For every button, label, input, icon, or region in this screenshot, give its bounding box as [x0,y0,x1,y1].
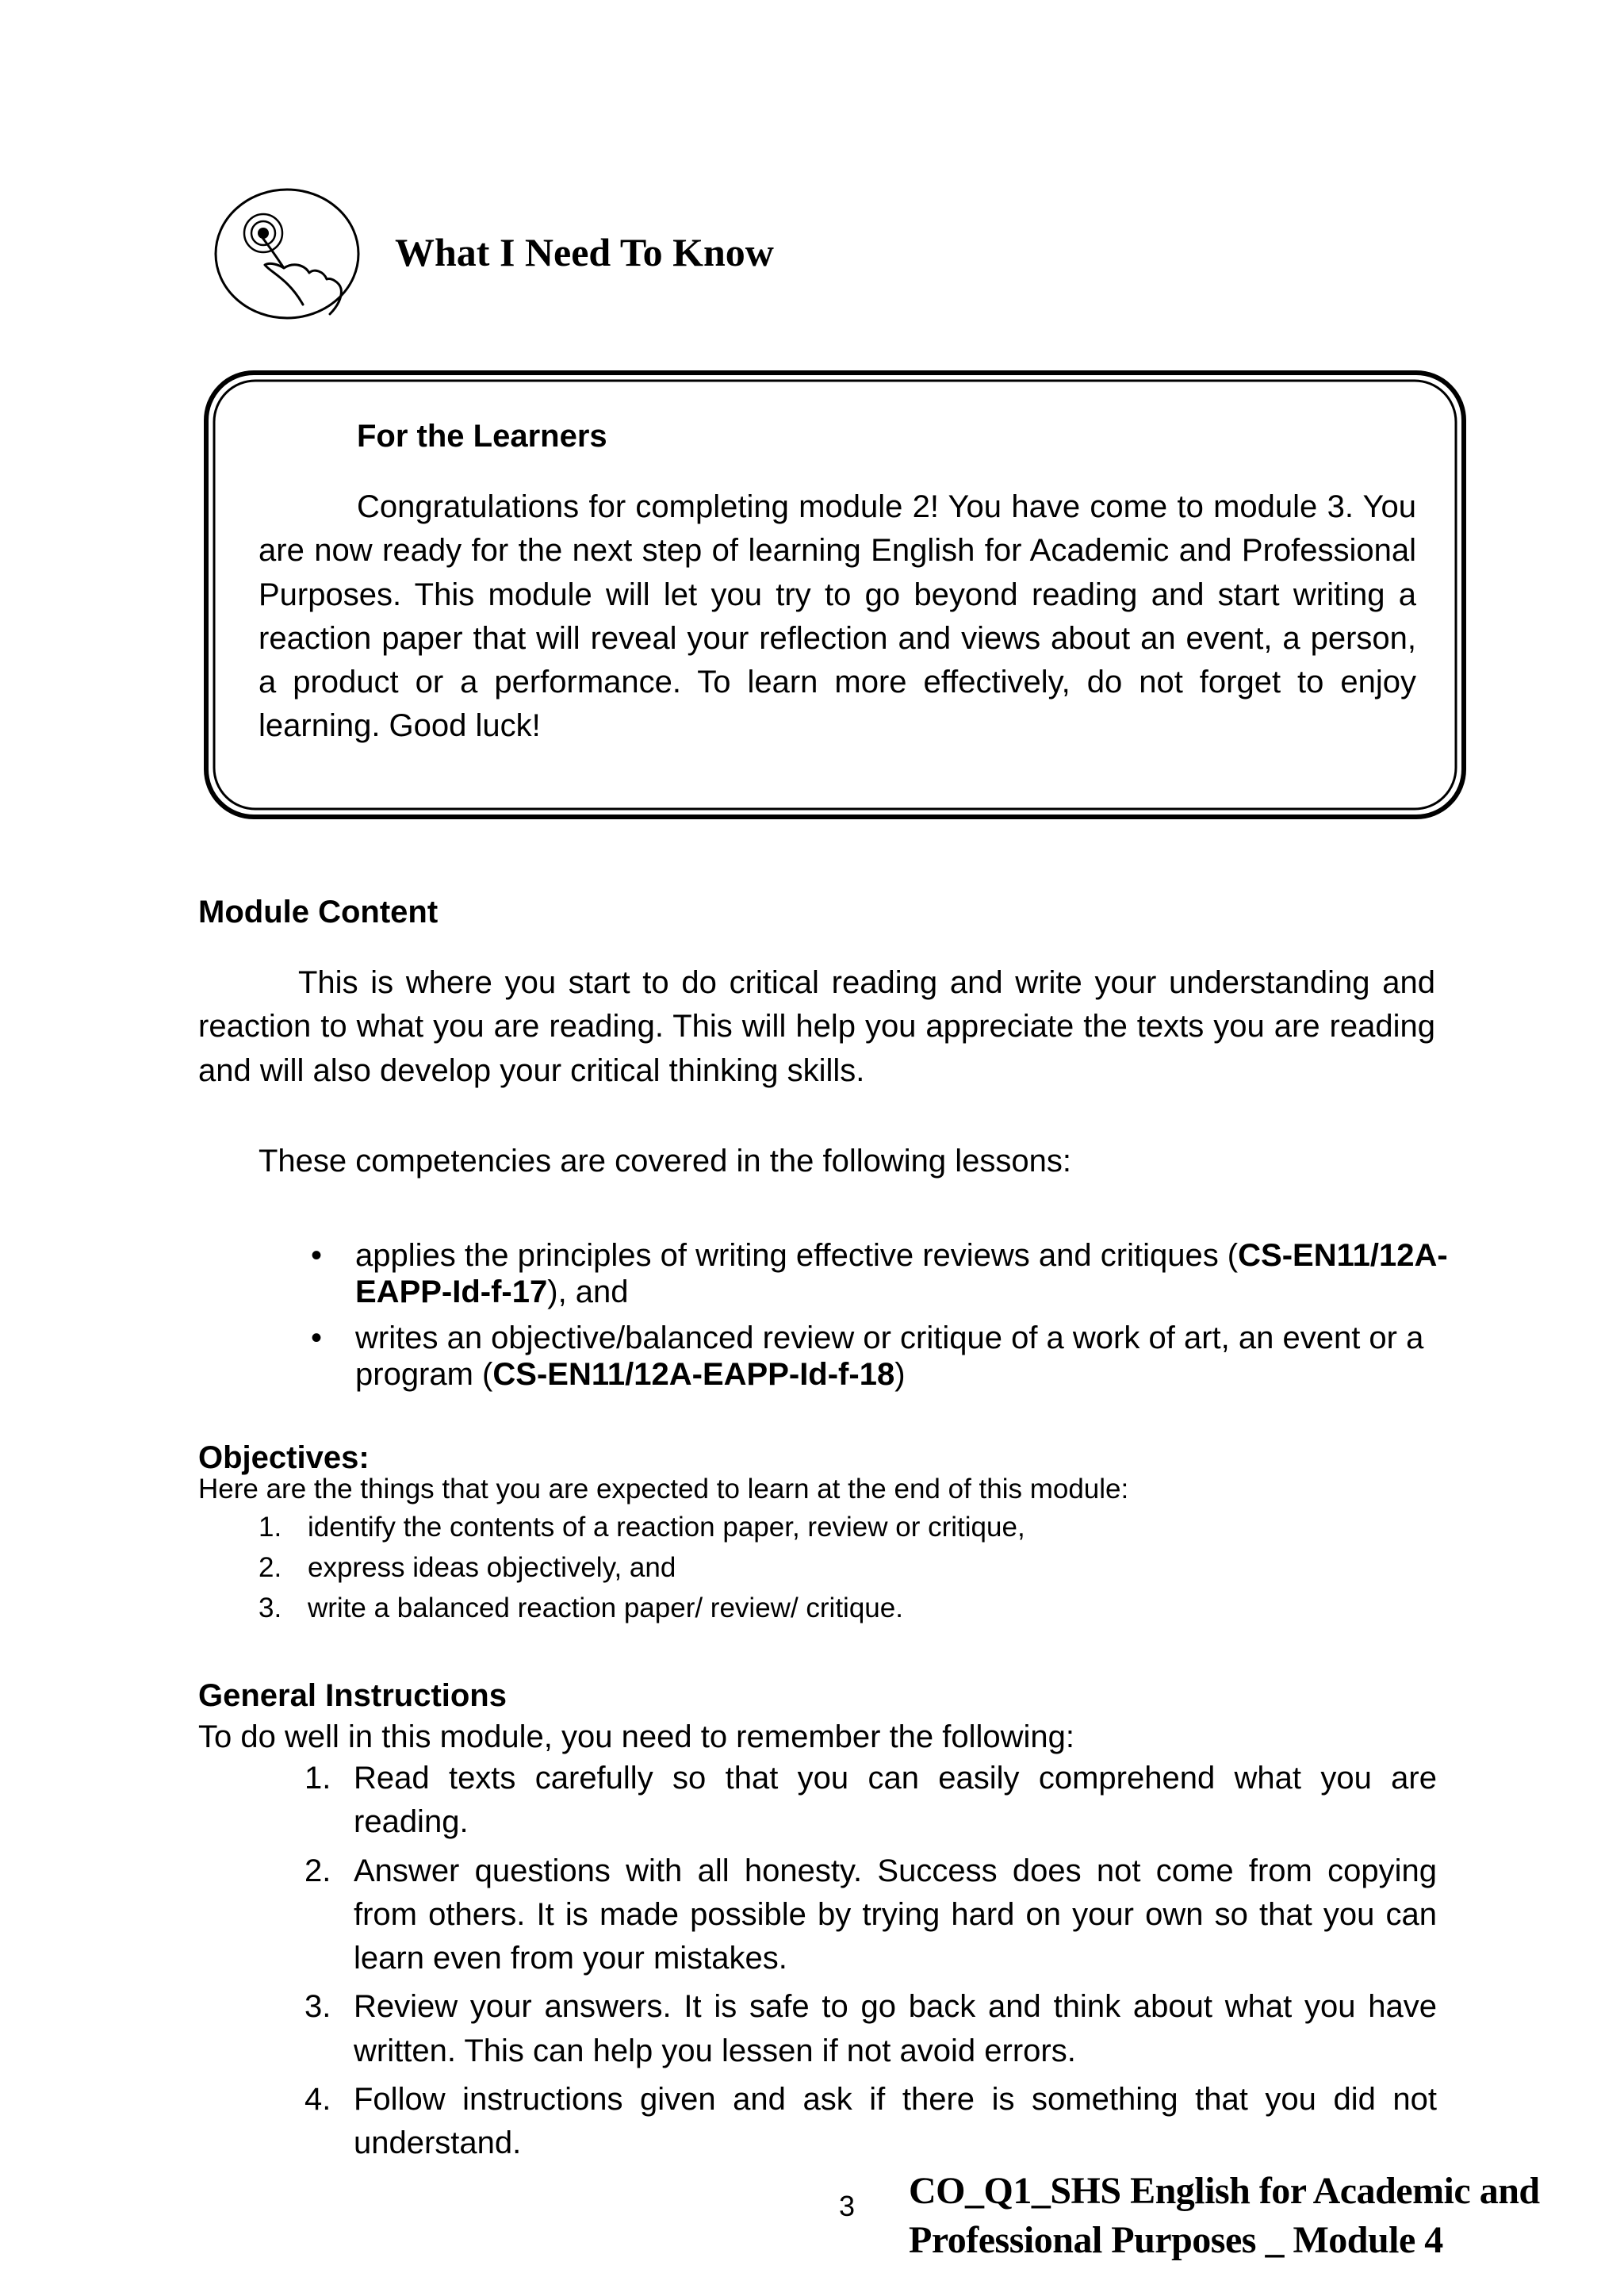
list-number: 2. [259,1552,282,1583]
instruction-text: Answer questions with all honesty. Success does not come from copying from others. It is made possible by trying hard on your own so that you can learn even from your mistakes. [354,1853,1437,1976]
list-item [304,1985,1437,2073]
objectives-heading: Objectives: [198,1440,370,1475]
hand-pointing-icon [211,186,362,322]
list-item [304,1849,1437,1981]
list-item [259,1507,1025,1547]
bullet-icon: • [311,1320,323,1355]
objectives-list [259,1507,1025,1628]
footer-title-line2: Professional Purposes _ Module 4 [909,2219,1443,2261]
list-number: 3. [259,1593,282,1623]
instruction-text: Read texts carefully so that you can easily comprehend what you are reading. [354,1761,1437,1840]
competency-text: applies the principles of writing effective reviews and critiques ( [355,1238,1239,1273]
list-item [304,2078,1437,2166]
objective-text: express ideas objectively, and [308,1552,676,1583]
footer-title-line1: CO_Q1_SHS English for Academic and [909,2170,1540,2212]
list-number: 4. [304,2082,331,2118]
learners-paragraph: Congratulations for completing module 2! You have come to module 3. You are now ready for the next step of learning English for Academic and Professional Purposes. This module will let you try to go beyond reading and start writing a reaction paper that will reveal your reflection and views about an event, a person, a product or a performance. To learn more effectively, do not forget to enjoy learning. Good luck! [259,489,1416,744]
objective-text: identify the contents of a reaction paper, review or critique, [308,1512,1025,1543]
page-number: 3 [839,2190,856,2222]
list-number: 1. [304,1761,331,1796]
footer-title [909,2167,1540,2265]
list-number: 2. [304,1853,331,1888]
list-item [259,1237,1496,1310]
general-instructions-intro: To do well in this module, you need to remember the following: [198,1719,1075,1754]
instruction-text: Review your answers. It is safe to go back and think about what you have written. This can help you lessen if not avoid errors. [354,1989,1437,2068]
learners-heading: For the Learners [357,419,607,454]
competency-code: CS-EN11/12A-EAPP-Id-f-17 [355,1238,1448,1309]
competency-suffix: ) [894,1357,906,1392]
competencies-intro: These competencies are covered in the following lessons: [259,1144,1071,1179]
bullet-icon: • [311,1238,323,1273]
section-title: What I Need To Know [395,230,774,274]
list-item [259,1588,1025,1628]
competency-list [259,1237,1496,1402]
learners-box [259,414,1416,749]
objectives-intro: Here are the things that you are expected to learn at the end of this module: [198,1474,1129,1504]
list-item [259,1547,1025,1588]
module-content-heading: Module Content [198,895,439,930]
list-item [304,1757,1437,1845]
objective-text: write a balanced reaction paper/ review/ critique. [308,1593,903,1623]
instruction-text: Follow instructions given and ask if there is something that you did not understand. [354,2082,1437,2161]
competency-text: writes an objective/balanced review or critique of a work of art, an event or a program ( [355,1320,1424,1392]
list-item [259,1320,1496,1393]
list-number: 1. [259,1512,282,1543]
list-number: 3. [304,1989,331,2025]
general-instructions-heading: General Instructions [198,1678,507,1713]
instructions-list [304,1757,1437,2171]
competency-suffix: ), and [547,1274,629,1309]
competency-code: CS-EN11/12A-EAPP-Id-f-18 [492,1357,895,1392]
module-content-paragraph: This is where you start to do critical reading and write your understanding and reaction to what you are reading. This will help you appreciate the texts you are reading and will also develop your critical thinking skills. [198,965,1435,1088]
